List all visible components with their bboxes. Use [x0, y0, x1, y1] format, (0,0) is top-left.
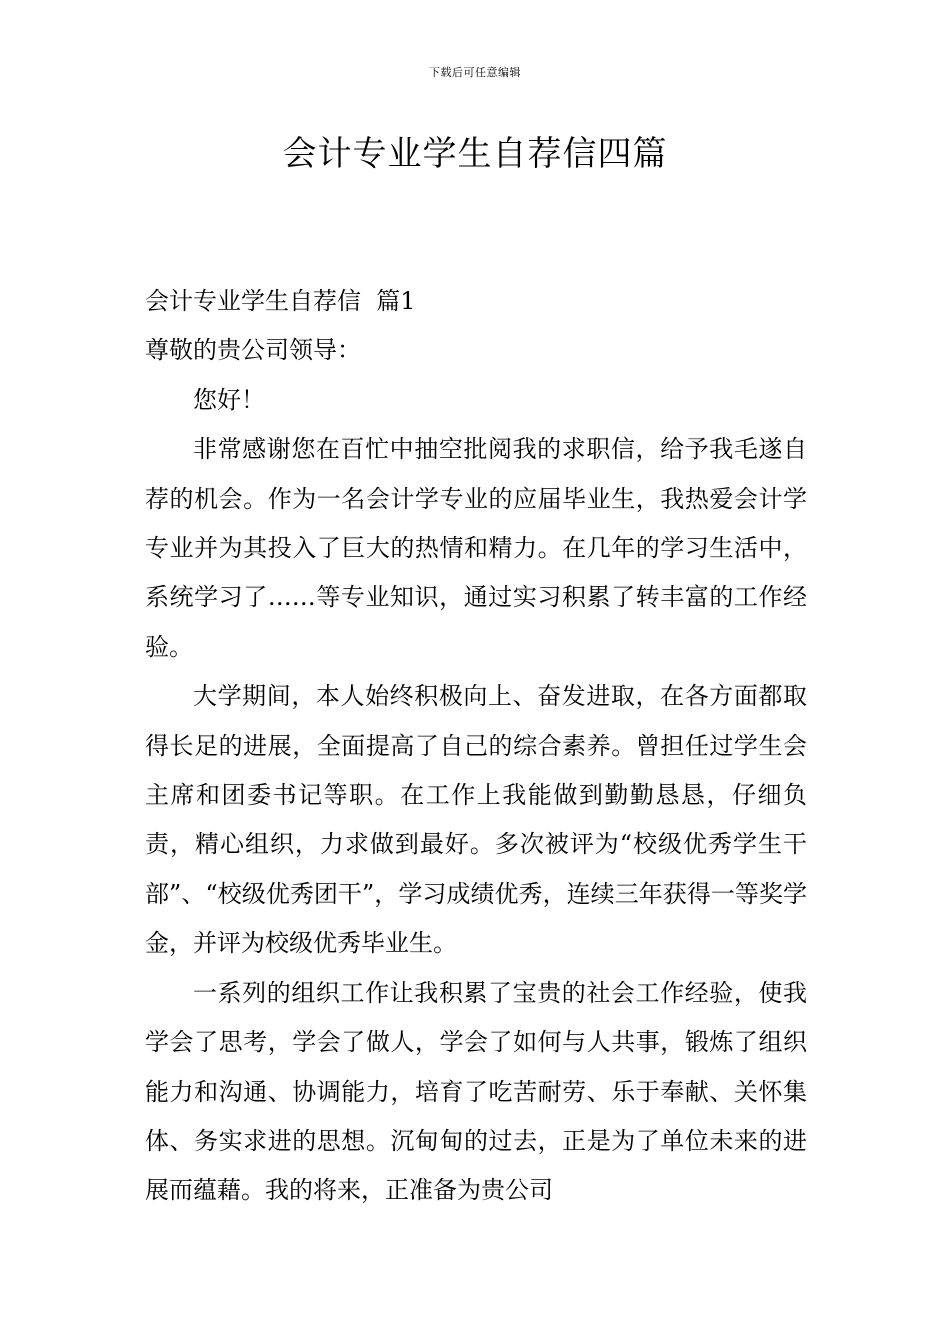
document-title: 会计专业学生自荐信四篇: [282, 134, 668, 174]
paragraph-3: 一系列的组织工作让我积累了宝贵的社会工作经验，使我学会了思考，学会了做人，学会了如何与人共事，锻炼了组织能力和沟通、协调能力，培育了吃苦耐劳、乐于奉献、关怀集体、务实求进的思想。沉甸甸的过去，正是为了单位未来的进展而蕴藉。我的将来，正准备为贵公司: [145, 978, 807, 1205]
paragraph-1: 非常感谢您在百忙中抽空批阅我的求职信，给予我毛遂自荐的机会。作为一名会计学专业的应届毕业生，我热爱会计学专业并为其投入了巨大的热情和精力。在几年的学习生活中，系统学习了……等专业知识，通过实习积累了转丰富的工作经验。: [145, 435, 807, 661]
salutation: 尊敬的贵公司领导：: [145, 336, 361, 365]
paragraph-2: 大学期间，本人始终积极向上、奋发进取，在各方面都取得长足的进展，全面提高了自己的综合素养。曾担任过学生会主席和团委书记等职。在工作上我能做到勤勤恳恳，仔细负责，精心组织，力求做到最好。多次被评为“校级优秀学生干部”、“校级优秀团干”，学习成绩优秀，连续三年获得一等奖学金，并评为校级优秀毕业生。: [145, 682, 807, 958]
header-note: 下载后可任意编辑: [429, 66, 521, 79]
greeting: 您好！: [193, 385, 265, 414]
document-body: [145, 277, 807, 1216]
section-heading: 会计专业学生自荐信 篇1: [145, 287, 416, 315]
